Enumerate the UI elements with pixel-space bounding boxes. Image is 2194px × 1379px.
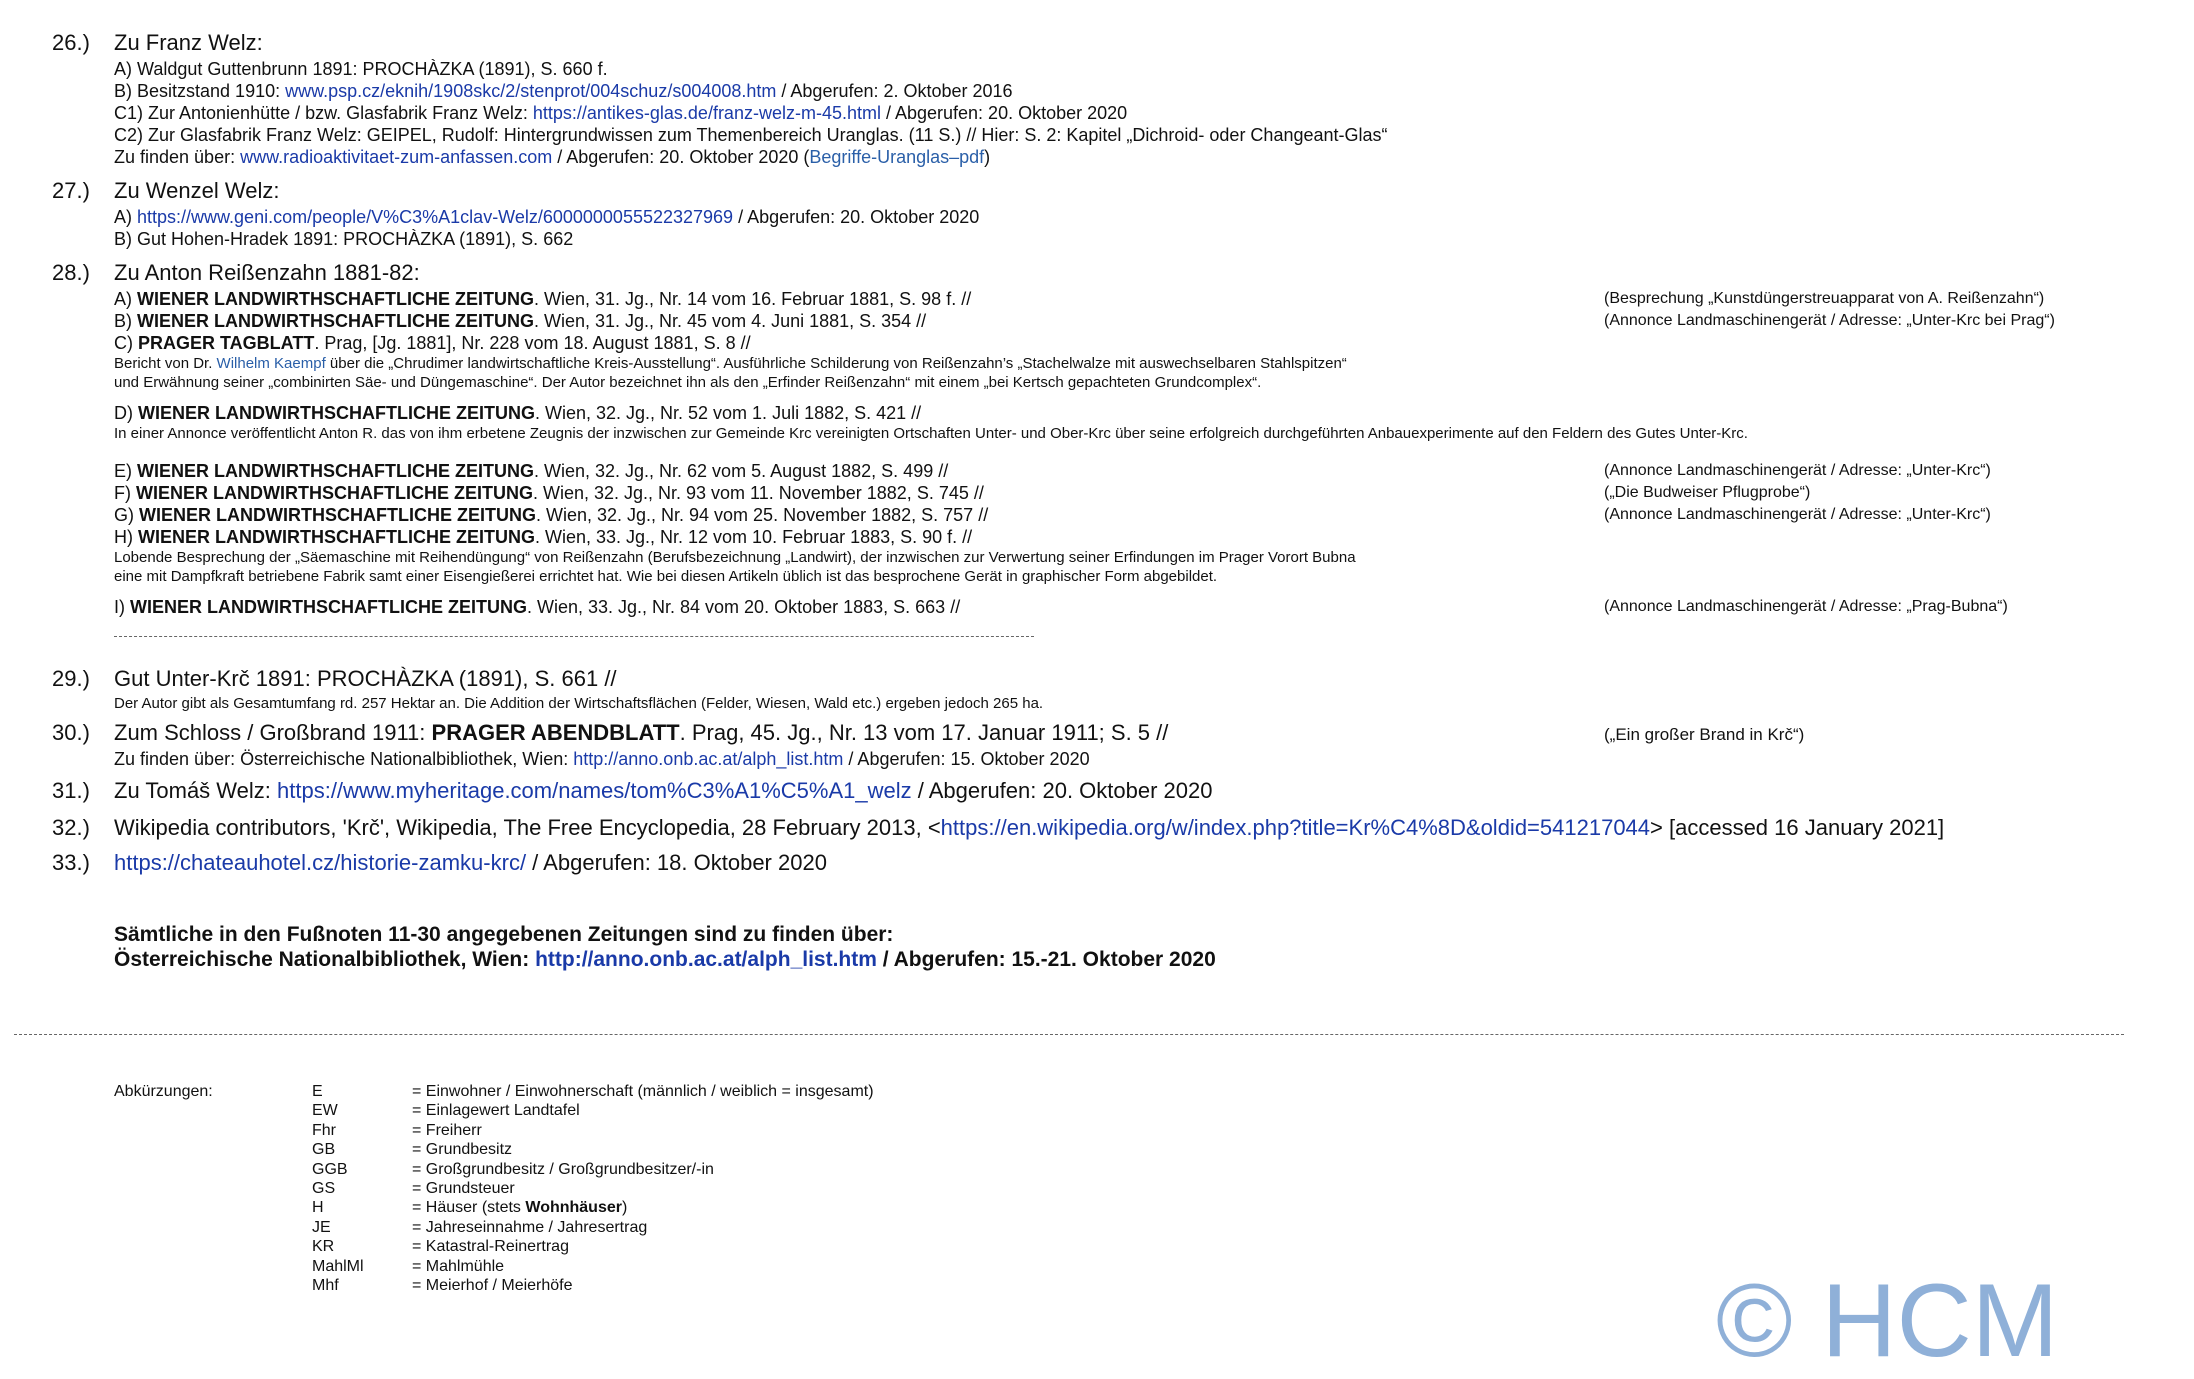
footnote-line: G) WIENER LANDWIRTHSCHAFTLICHE ZEITUNG. Wien, 32. Jg., Nr. 94 vom 25. November 1882, S. 757 // — [114, 505, 989, 525]
abbreviation-row — [312, 1257, 874, 1276]
abbreviation-text: = Meierhof / Meierhöfe — [412, 1276, 573, 1294]
annotation-text: und Erwähnung seiner „combinirten Säe- und Düngemaschine“. Der Autor bezeichnet ihn als den „Erfinder Reißenzahn“ mit einem „bei Kertsch gepachteten Grundcomplex“. — [114, 374, 1262, 391]
footnote-heading: Zu Franz Welz: — [114, 30, 263, 55]
abbreviation-text: = Einlagewert Landtafel — [412, 1102, 580, 1120]
abbreviation-text: = Häuser (stets — [412, 1199, 526, 1217]
footnote-heading: https://chateauhotel.cz/historie-zamku-krc/ / Abgerufen: 18. Oktober 2020 — [114, 850, 827, 875]
footnote-number: 31.) — [52, 778, 90, 803]
footnote-number: 32.) — [52, 815, 90, 840]
reference-link[interactable]: https://en.wikipedia.org/w/index.php?title=Kr%C4%8D&oldid=541217044 — [940, 815, 1651, 840]
reference-link[interactable]: https://www.geni.com/people/V%C3%A1clav-Welz/6000000055522327969 — [137, 207, 734, 227]
annotation-text: Der Autor gibt als Gesamtumfang rd. 257 Hektar an. Die Addition der Wirtschaftsflächen (Felder, Wiesen, Wald etc.) ergeben jedoch 265 ha. — [114, 695, 1044, 712]
abbreviation-code: E — [312, 1083, 323, 1100]
footnote-heading: Wikipedia contributors, 'Krč', Wikipedia, The Free Encyclopedia, 28 February 2013, <https://en.wikipedia.org/w/index.php?title=Kr%C4%8D&oldid=541217044> [accessed 16 January 2021] — [114, 815, 1945, 840]
abbreviation-row — [312, 1276, 874, 1295]
abbreviations-table — [312, 1082, 874, 1295]
footnote-number: 30.) — [52, 720, 90, 745]
reference-link[interactable]: https://www.myheritage.com/names/tom%C3%A1%C5%A1_welz — [277, 778, 912, 803]
abbreviation-code: EW — [312, 1102, 338, 1120]
person-link[interactable]: Wilhelm Kaempf — [216, 355, 326, 372]
side-note: („Ein großer Brand in Krč“) — [1604, 725, 1805, 744]
side-note: (Besprechung „Kunstdüngerstreuapparat von A. Reißenzahn“) — [1604, 290, 2045, 307]
footnote-line: B) WIENER LANDWIRTHSCHAFTLICHE ZEITUNG. Wien, 31. Jg., Nr. 45 vom 4. Juni 1881, S. 354 // — [114, 311, 927, 331]
abbreviation-row — [312, 1218, 874, 1237]
footnote-number: 33.) — [52, 850, 90, 875]
side-note: (Annonce Landmaschinengerät / Adresse: „Unter-Krc“) — [1604, 506, 1991, 523]
footnote-line: B) Besitzstand 1910: www.psp.cz/eknih/1908skc/2/stenprot/004schuz/s004008.htm / Abgerufen: 2. Oktober 2016 — [114, 81, 1013, 101]
abbreviation-code: Mhf — [312, 1276, 339, 1294]
abbreviation-text: = Einwohner / Einwohnerschaft (männlich / weiblich = insgesamt) — [412, 1083, 874, 1100]
footnote-line: A) Waldgut Guttenbrunn 1891: PROCHÀZKA (1891), S. 660 f. — [114, 59, 608, 79]
abbreviation-row — [312, 1121, 874, 1140]
annotation-text: eine mit Dampfkraft betriebene Fabrik samt einer Eisengießerei errichtet hat. Wie bei diesen Artikeln üblich ist das besprochene Gerät in graphischer Form abgebildet. — [114, 568, 1218, 585]
abbreviation-row — [312, 1160, 874, 1179]
reference-link[interactable]: http://anno.onb.ac.at/alph_list.htm — [535, 948, 877, 971]
footnote-heading: Zu Tomáš Welz: https://www.myheritage.com/names/tom%C3%A1%C5%A1_welz / Abgerufen: 20. Oktober 2020 — [114, 778, 1213, 803]
footnote-line: Zu finden über: www.radioaktivitaet-zum-anfassen.com / Abgerufen: 20. Oktober 2020 (Begriffe-Uranglas–pdf) — [114, 147, 991, 167]
side-note: (Annonce Landmaschinengerät / Adresse: „Unter-Krc bei Prag“) — [1604, 312, 2055, 329]
abbreviation-row — [312, 1082, 874, 1101]
abbreviation-text: = Jahreseinnahme / Jahresertrag — [412, 1218, 648, 1236]
abbreviation-after: ) — [621, 1199, 628, 1217]
side-note: (Annonce Landmaschinengerät / Adresse: „Unter-Krc“) — [1604, 462, 1991, 479]
footnote-line: C1) Zur Antonienhütte / bzw. Glasfabrik Franz Welz: https://antikes-glas.de/franz-welz-m-45.html / Abgerufen: 20. Oktober 2020 — [114, 103, 1128, 123]
reference-link[interactable]: www.radioaktivitaet-zum-anfassen.com — [240, 147, 553, 167]
abbreviation-code: Fhr — [312, 1121, 336, 1139]
abbreviation-text: = Freiherr — [412, 1121, 482, 1139]
abbreviation-row — [312, 1140, 874, 1159]
abbreviation-code: H — [312, 1199, 324, 1217]
footnote-heading: Zu Wenzel Welz: — [114, 178, 280, 203]
reference-link[interactable]: https://antikes-glas.de/franz-welz-m-45.html — [532, 103, 881, 123]
summary-line: Österreichische Nationalbibliothek, Wien: http://anno.onb.ac.at/alph_list.htm / Abgerufen: 15.-21. Oktober 2020 — [114, 948, 1216, 971]
reference-link[interactable]: http://anno.onb.ac.at/alph_list.htm — [573, 749, 844, 769]
footnote-line: I) WIENER LANDWIRTHSCHAFTLICHE ZEITUNG. Wien, 33. Jg., Nr. 84 vom 20. Oktober 1883, S. 663 // — [114, 597, 961, 617]
footnote-line: A) WIENER LANDWIRTHSCHAFTLICHE ZEITUNG. Wien, 31. Jg., Nr. 14 vom 16. Februar 1881, S. 98 f. // — [114, 289, 972, 309]
footnote-line: D) WIENER LANDWIRTHSCHAFTLICHE ZEITUNG. Wien, 32. Jg., Nr. 52 vom 1. Juli 1882, S. 421 // — [114, 403, 922, 423]
footnote-line: E) WIENER LANDWIRTHSCHAFTLICHE ZEITUNG. Wien, 32. Jg., Nr. 62 vom 5. August 1882, S. 499 // — [114, 461, 949, 481]
abbreviation-code: MahlMl — [312, 1257, 364, 1275]
reference-link[interactable]: Begriffe-Uranglas–pdf — [809, 147, 985, 167]
annotation-text: Lobende Besprechung der „Säemaschine mit Reihendüngung“ von Reißenzahn (Berufsbezeichnung „Landwirt), der inzwischen zur Verwertung seiner Erfindungen im Prager Vorort Bubna — [114, 549, 1356, 566]
annotation-text: In einer Annonce veröffentlicht Anton R. das von ihm erbetene Zeugnis der inzwischen zur Gemeinde Krc vereinigten Ortschaften Unter- und Ober-Krc über seine erfolgreich durchgeführten Anbauexperimente auf den Feldern des Gutes Unter-Krc. — [114, 425, 1748, 442]
footnote-number: 26.) — [52, 30, 90, 55]
abbreviation-row — [312, 1198, 874, 1217]
abbreviation-row — [312, 1179, 874, 1198]
footnote-line: C2) Zur Glasfabrik Franz Welz: GEIPEL, Rudolf: Hintergrundwissen zum Themenbereich Uranglas. (11 S.) // Hier: S. 2: Kapitel „Dichroid- oder Changeant-Glas“ — [114, 125, 1388, 145]
abbreviation-row — [312, 1237, 874, 1256]
abbreviation-code: GS — [312, 1179, 336, 1197]
footnote-line: F) WIENER LANDWIRTHSCHAFTLICHE ZEITUNG. Wien, 32. Jg., Nr. 93 vom 11. November 1882, S. 745 // — [114, 483, 984, 503]
footnote-heading: Gut Unter-Krč 1891: PROCHÀZKA (1891), S. 661 // — [114, 666, 617, 691]
footnote-line: B) Gut Hohen-Hradek 1891: PROCHÀZKA (1891), S. 662 — [114, 229, 574, 249]
footnote-line: H) WIENER LANDWIRTHSCHAFTLICHE ZEITUNG. Wien, 33. Jg., Nr. 12 vom 10. Februar 1883, S. 90 f. // — [114, 527, 973, 547]
abbreviation-text: = Großgrundbesitz / Großgrundbesitzer/-in — [412, 1160, 714, 1178]
footnote-line: C) PRAGER TAGBLATT. Prag, [Jg. 1881], Nr. 228 vom 18. August 1881, S. 8 // — [114, 333, 751, 353]
annotation-text: Bericht von Dr. Wilhelm Kaempf über die „Chrudimer landwirtschaftliche Kreis-Ausstellung“. Ausführliche Schilderung von Reißenzahn’s „Stachelwalze mit auswechselbaren Stahlspitzen“ — [114, 355, 1347, 372]
footnote-line: Zu finden über: Österreichische Nationalbibliothek, Wien: http://anno.onb.ac.at/alph_list.htm / Abgerufen: 15. Oktober 2020 — [114, 749, 1090, 769]
side-note: („Die Budweiser Pflugprobe“) — [1604, 484, 1811, 501]
summary-line: Sämtliche in den Fußnoten 11-30 angegebenen Zeitungen sind zu finden über: — [114, 923, 894, 946]
footnote-number: 28.) — [52, 260, 90, 285]
footnote-number: 29.) — [52, 666, 90, 691]
abbreviation-text: = Grundbesitz — [412, 1141, 513, 1159]
footnote-number: 27.) — [52, 178, 90, 203]
reference-link[interactable]: https://chateauhotel.cz/historie-zamku-krc/ — [114, 850, 527, 875]
footnote-heading: Zu Anton Reißenzahn 1881-82: — [114, 260, 420, 285]
abbreviation-text: = Mahlmühle — [412, 1257, 505, 1275]
abbreviations-label: Abkürzungen: — [114, 1083, 213, 1100]
divider — [14, 1034, 2124, 1035]
abbreviation-code: KR — [312, 1238, 335, 1256]
side-note: (Annonce Landmaschinengerät / Adresse: „Prag-Bubna“) — [1604, 598, 2008, 615]
footnote-heading: Zum Schloss / Großbrand 1911: PRAGER ABENDBLATT. Prag, 45. Jg., Nr. 13 vom 17. Januar 1911; S. 5 // — [114, 720, 1169, 745]
abbreviation-row — [312, 1101, 874, 1120]
reference-link[interactable]: www.psp.cz/eknih/1908skc/2/stenprot/004schuz/s004008.htm — [285, 81, 777, 101]
footnote-line: A) https://www.geni.com/people/V%C3%A1clav-Welz/6000000055522327969 / Abgerufen: 20. Oktober 2020 — [114, 207, 980, 227]
abbreviation-bold: Wohnhäuser — [525, 1199, 622, 1217]
abbreviation-code: GGB — [312, 1160, 348, 1178]
abbreviation-code: JE — [312, 1218, 331, 1236]
abbreviation-code: GB — [312, 1141, 336, 1159]
divider — [114, 636, 1034, 637]
abbreviation-text: = Katastral-Reinertrag — [412, 1238, 569, 1256]
abbreviation-text: = Grundsteuer — [412, 1179, 515, 1197]
copyright-watermark: © HCM — [1716, 1263, 2059, 1379]
